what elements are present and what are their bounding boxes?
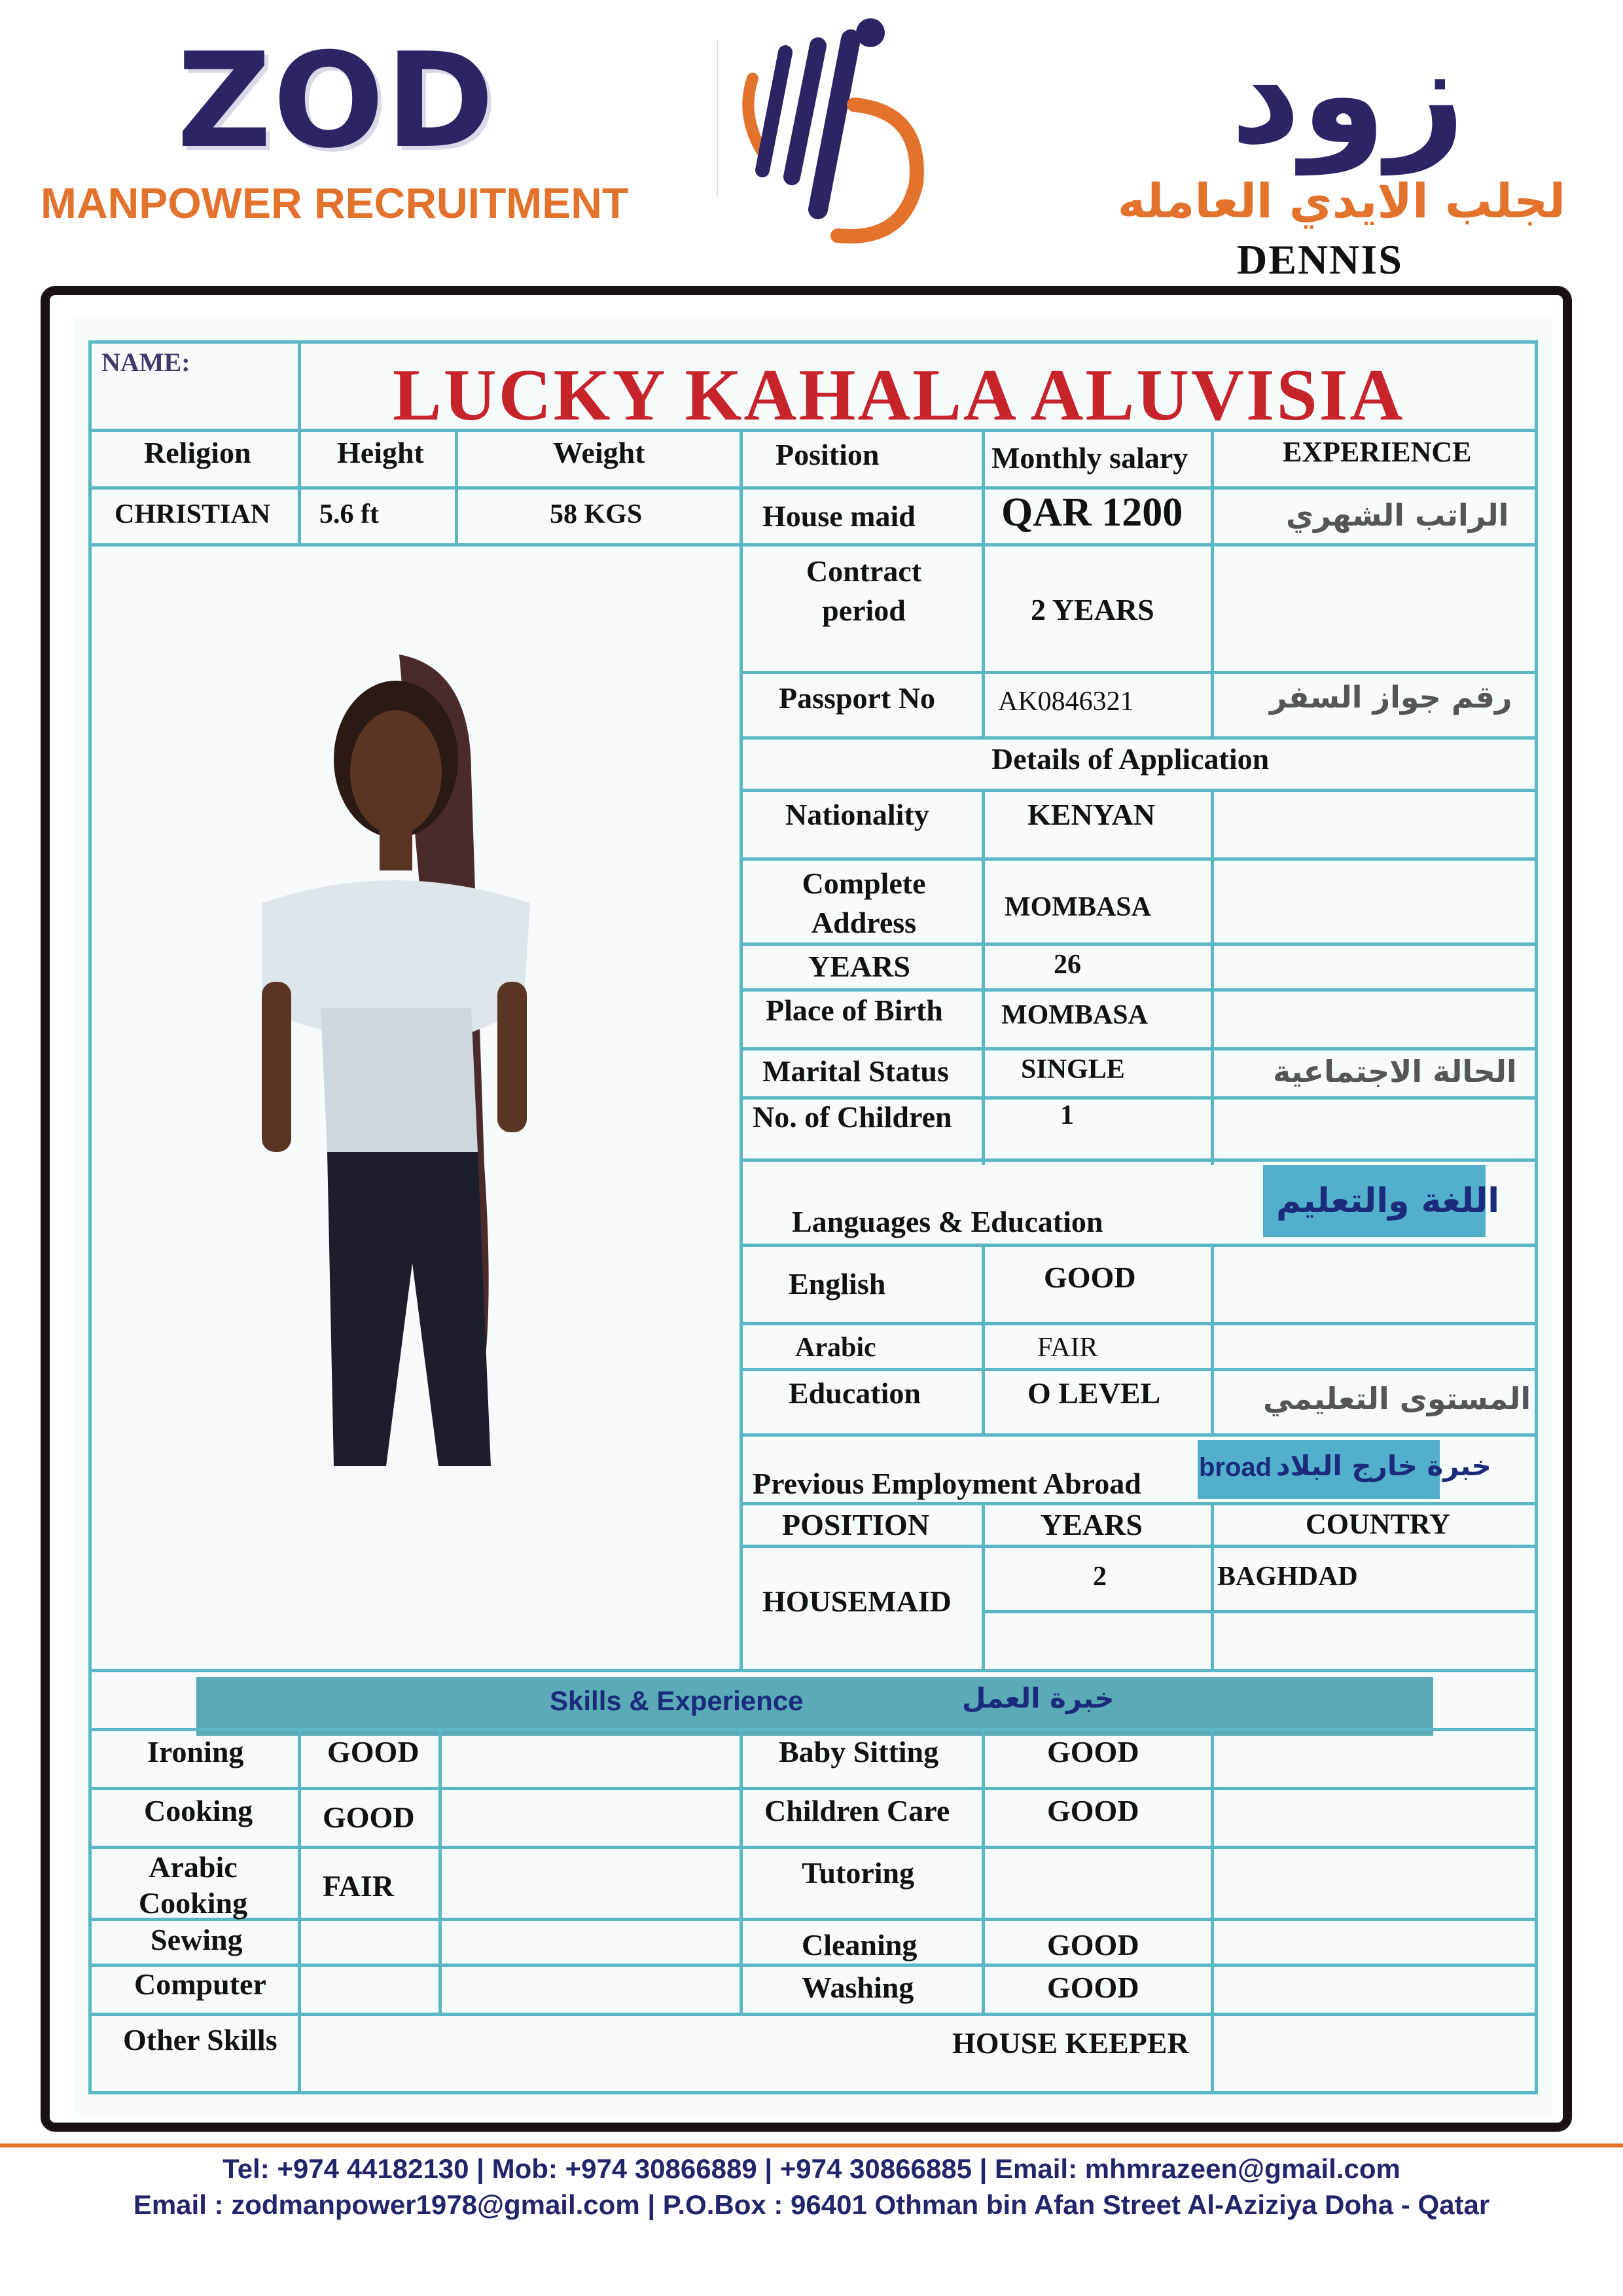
skills-arabic-label: خبرة العمل: [962, 1682, 1115, 1714]
education-value: O LEVEL: [1027, 1376, 1161, 1410]
height-value: 5.6 ft: [319, 499, 379, 529]
religion-label: Religion: [144, 436, 251, 469]
skills-heading: Skills & Experience: [550, 1685, 804, 1716]
candidate-name: LUCKY KAHALA ALUVISIA: [393, 355, 1405, 436]
languages-heading: Languages & Education: [792, 1205, 1103, 1238]
ironing-value: GOOD: [327, 1735, 419, 1768]
address-label-line2: Address: [811, 906, 917, 939]
prev-country-value: BAGHDAD: [1217, 1562, 1358, 1592]
experience-label: EXPERIENCE: [1283, 436, 1472, 468]
footer-contact-line1: Tel: +974 44182130 | Mob: +974 30866889 | +974 30866885 | Email: mhmrazeen@gmail.com: [223, 2153, 1400, 2184]
nationality-label: Nationality: [785, 798, 929, 831]
monthly-salary-label: Monthly salary: [991, 441, 1188, 475]
footer-contact-line2: Email : zodmanpower1978@gmail.com | P.O.Box : 96401 Othman bin Afan Street Al-Aziziya Doha - Qatar: [133, 2189, 1490, 2220]
brand-subtitle: MANPOWER RECRUITMENT: [41, 179, 629, 227]
english-value: GOOD: [1044, 1261, 1136, 1294]
col-position-label: POSITION: [782, 1508, 929, 1541]
previous-tag: broad: [1199, 1453, 1272, 1482]
passport-value: AK0846321: [998, 687, 1134, 717]
other-skills-label: Other Skills: [123, 2023, 277, 2056]
washing-label: Washing: [802, 1971, 914, 2004]
baby-sitting-label: Baby Sitting: [779, 1735, 939, 1768]
children-value: 1: [1060, 1100, 1074, 1130]
contract-label-line1: Contract: [806, 554, 922, 588]
education-arabic-label: المستوى التعليمي: [1263, 1381, 1531, 1416]
baby-sitting-value: GOOD: [1047, 1735, 1139, 1768]
arabic-cooking-value: FAIR: [323, 1869, 395, 1903]
sewing-label: Sewing: [151, 1923, 243, 1956]
arabic-label: Arabic: [795, 1333, 876, 1363]
salary-arabic-label: الراتب الشهري: [1286, 497, 1509, 533]
nationality-value: KENYAN: [1027, 798, 1156, 831]
cleaning-label: Cleaning: [802, 1928, 918, 1962]
prev-position-value: HOUSEMAID: [762, 1585, 952, 1618]
details-heading: Details of Application: [991, 742, 1270, 776]
marital-arabic-label: الحالة الاجتماعية: [1273, 1054, 1517, 1089]
marital-status-value: SINGLE: [1021, 1054, 1125, 1085]
cooking-label: Cooking: [144, 1794, 253, 1827]
other-skills-value: HOUSE KEEPER: [952, 2026, 1189, 2060]
arabic-brand: زود: [1230, 14, 1466, 175]
contract-label-line2: period: [822, 594, 906, 627]
contract-label: [772, 552, 955, 630]
place-of-birth-value: MOMBASA: [1001, 1000, 1148, 1030]
salary-value: QAR 1200: [1001, 490, 1183, 535]
age-value: 26: [1054, 950, 1081, 980]
cleaning-value: GOOD: [1047, 1928, 1139, 1962]
ironing-label: Ironing: [147, 1735, 244, 1768]
arabic-cooking-label-line2: Cooking: [138, 1886, 248, 1920]
children-care-value: GOOD: [1047, 1794, 1139, 1827]
skills-band: [196, 1677, 1433, 1736]
weight-label: Weight: [553, 436, 645, 469]
washing-value: GOOD: [1047, 1971, 1139, 2004]
col-country-label: COUNTRY: [1306, 1508, 1450, 1540]
contract-value: 2 YEARS: [1031, 593, 1154, 626]
arabic-subtitle: لجلب الايدي العامله: [1117, 173, 1566, 228]
children-care-label: Children Care: [764, 1794, 950, 1827]
brand-title: ZOD: [177, 25, 496, 177]
passport-label: Passport No: [779, 681, 935, 715]
position-value: House maid: [762, 499, 916, 533]
passport-arabic-label: رقم جواز السفر: [1270, 679, 1512, 715]
religion-value: CHRISTIAN: [115, 499, 271, 529]
arabic-cooking-label: [111, 1849, 275, 1921]
weight-value: 58 KGS: [550, 499, 643, 529]
name-label: NAME:: [101, 348, 190, 377]
height-label: Height: [337, 436, 424, 469]
agent-name: DENNIS: [1237, 236, 1403, 283]
position-label: Position: [776, 438, 880, 471]
col-years-label: YEARS: [1041, 1508, 1143, 1541]
tutoring-label: Tutoring: [802, 1856, 915, 1890]
prev-years-value: 2: [1093, 1562, 1107, 1592]
address-label-line1: Complete: [802, 867, 926, 900]
arabic-cooking-label-line1: Arabic: [149, 1850, 238, 1884]
marital-status-label: Marital Status: [762, 1054, 949, 1088]
years-label: YEARS: [808, 950, 910, 983]
previous-employment-heading: Previous Employment Abroad: [753, 1467, 1141, 1500]
candidate-photo: [223, 641, 589, 1479]
languages-arabic-label: اللغة والتعليم: [1276, 1181, 1500, 1221]
children-label: No. of Children: [753, 1100, 952, 1134]
header-divider: [717, 39, 718, 196]
computer-label: Computer: [134, 1967, 266, 2001]
english-label: English: [789, 1267, 886, 1300]
arabic-value: FAIR: [1037, 1333, 1098, 1363]
cooking-value: GOOD: [323, 1801, 415, 1834]
zod-logo-icon: [726, 13, 942, 249]
place-of-birth-label: Place of Birth: [766, 994, 943, 1027]
footer-bar: [0, 2144, 1623, 2147]
address-label: [772, 864, 955, 942]
education-label: Education: [789, 1376, 921, 1410]
address-value: MOMBASA: [1005, 892, 1151, 922]
previous-arabic-label: خبرة خارج البلاد: [1276, 1450, 1491, 1482]
